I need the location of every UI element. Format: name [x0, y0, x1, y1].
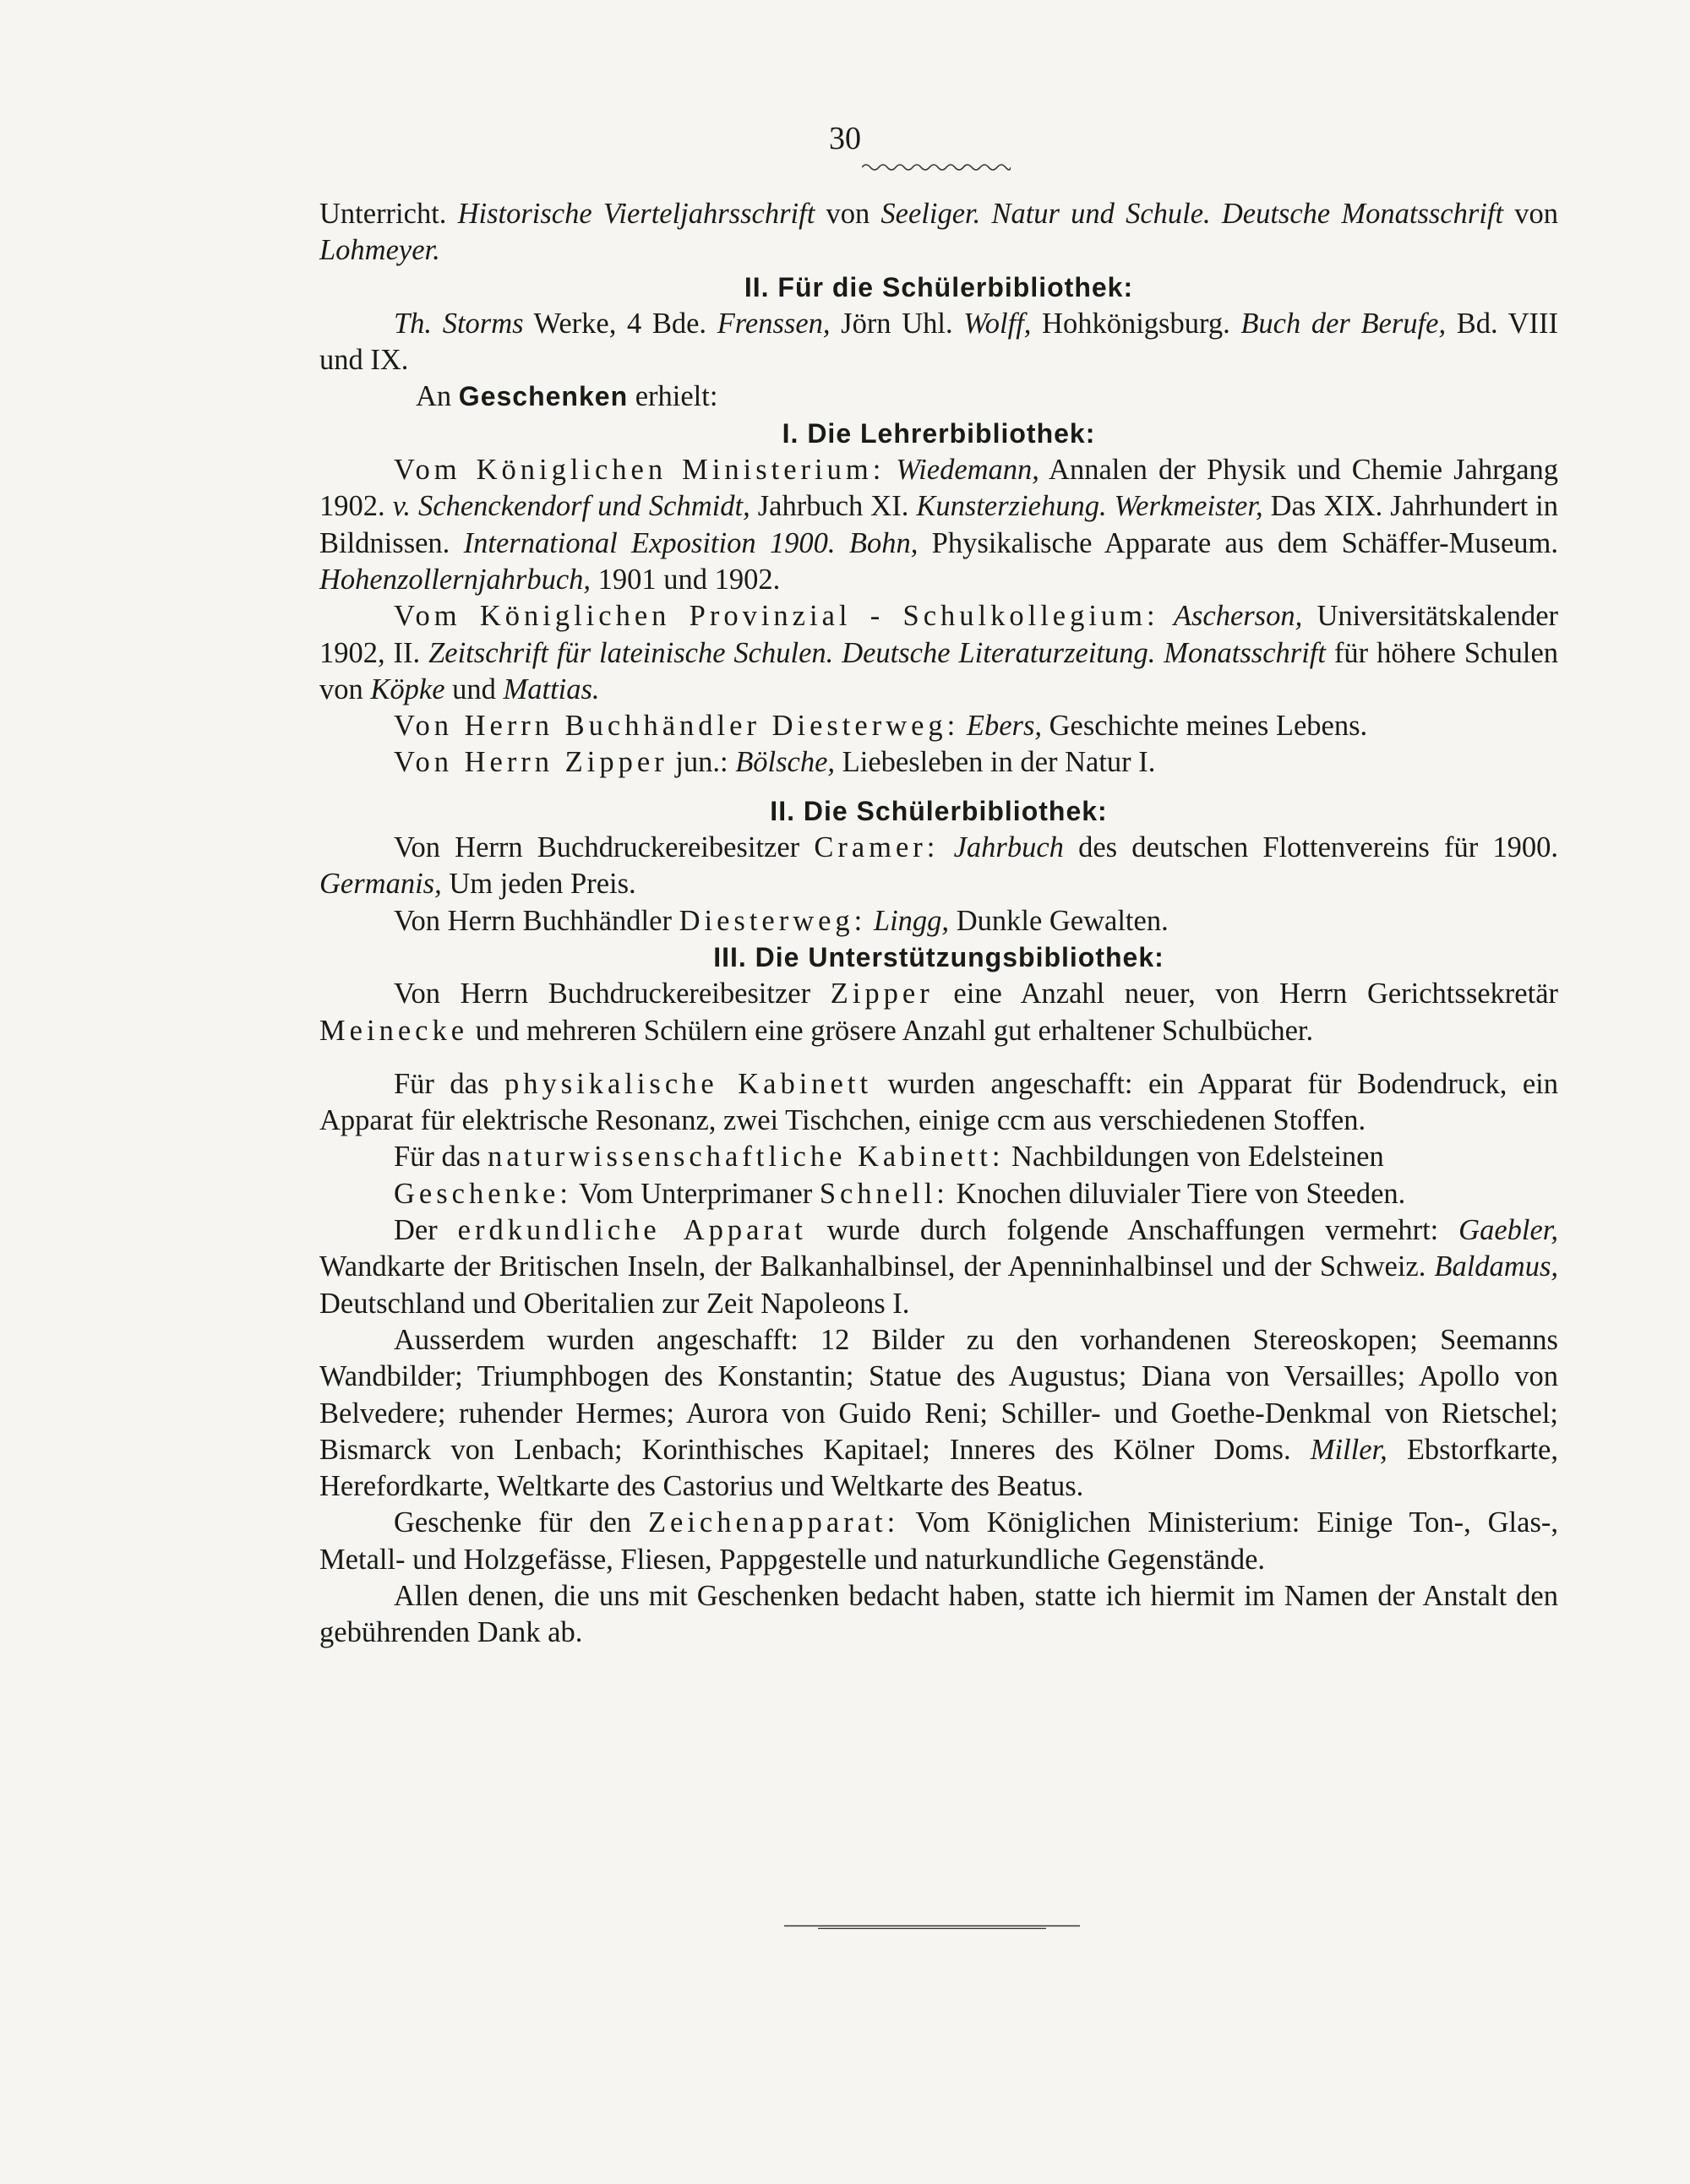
closing-rule: [784, 1925, 1080, 1930]
paragraph-dank: Allen denen, die uns mit Geschenken bedacht haben, statte ich hiermit im Namen der Anstalt den gebührenden Dank ab.: [319, 1579, 1558, 1649]
paragraph-unterstuetzung-gifts: Von Herrn Buchdruckereibesitzer Zipper eine Anzahl neuer, von Herrn Gerichtssekretär Meinecke und mehreren Schülern eine grösere Anzahl gut erhaltener Schulbücher.: [319, 978, 1558, 1047]
paragraph-diesterweg-schueler-gift: Von Herrn Buchhändler Diesterweg: Lingg, Dunkle Gewalten.: [394, 904, 1169, 937]
paragraph-erdkundlicher-apparat: Der erdkundliche Apparat wurde durch folgende Anschaffungen vermehrt: Gaebler, Wandkarte der Britischen Inseln, der Balkanhalbinsel, der Apenninhalbinsel und der Schweiz. Baldamus, Deutschland und Oberitalien zur Zeit Napoleons I.: [319, 1214, 1559, 1320]
paragraph-zipper-gift: Von Herrn Zipper jun.: Bölsche, Liebesleben in der Natur I.: [394, 746, 1156, 779]
paragraph-cramer-gift: Von Herrn Buchdruckereibesitzer Cramer: Jahrbuch des deutschen Flottenvereins für 1900. Germanis, Um jeden Preis.: [319, 831, 1558, 901]
paragraph-unterricht: Unterricht. Historische Vierteljahrsschrift von Seeliger. Natur und Schule. Deutsche Monatsschrift von Lohmeyer.: [319, 198, 1558, 267]
page-number: 30: [829, 121, 861, 156]
paragraph-ministerium-gifts: Vom Königlichen Ministerium: Wiedemann, Annalen der Physik und Chemie Jahrgang 1902. v. Schenckendorf und Schmidt, Jahrbuch XI. Kunsterziehung. Werkmeister, Das XIX. Jahrhundert in Bildnissen. International Exposition 1900. Bohn, Physikalische Apparate aus dem Schäffer-Museum. Hohenzollernjahrbuch, 1901 und 1902.: [319, 454, 1559, 596]
paragraph-schueler-purchases: Th. Storms Werke, 4 Bde. Frenssen, Jörn Uhl. Wolff, Hohkönigsburg. Buch der Berufe, Bd. VIII und IX.: [319, 307, 1558, 377]
heading-schuelerbibliothek-purchases: II. Für die Schülerbibliothek:: [744, 271, 1134, 302]
paragraph-physikalisches-kabinett: Für das physikalische Kabinett wurden angeschafft: ein Apparat für Bodendruck, ein Apparat für elektrische Resonanz, zwei Tischchen, einige ccm aus verschiedenen Stoffen.: [319, 1067, 1559, 1137]
heading-unterstuetzungsbibliothek: III. Die Unterstützungsbibliothek:: [713, 941, 1164, 972]
paragraph-ausserdem-angeschafft: Ausserdem wurden angeschafft: 12 Bilder zu den vorhandenen Stereoskopen; Seemanns Wandbilder; Triumphbogen des Konstantin; Statue des Augustus; Diana von Versailles; Apollo von Belvedere; ruhender Hermes; Aurora von Guido Reni; Schiller- und Goethe-Denkmal von Rietschel; Bismarck von Lenbach; Korinthisches Kapitael; Inneres des Kölner Doms. Miller, Ebstorfkarte, Herefordkarte, Weltkarte des Castorius und Weltkarte des Beatus.: [319, 1323, 1558, 1503]
heading-lehrerbibliothek: I. Die Lehrerbibliothek:: [782, 417, 1096, 449]
paragraph-naturwissenschaftliches-kabinett: Für das naturwissenschaftliche Kabinett: Nachbildungen von Edelsteinen: [394, 1141, 1384, 1174]
paragraph-geschenke-schnell: Geschenke: Vom Unterprimaner Schnell: Knochen diluvialer Tiere von Steeden.: [394, 1177, 1406, 1210]
paragraph-zeichenapparat: Geschenke für den Zeichenapparat: Vom Königlichen Ministerium: Einige Ton-, Glas-, Metall- und Holzgefässe, Fliesen, Pappgestelle und naturkundliche Gegenstände.: [319, 1506, 1558, 1576]
body-text: [319, 196, 1558, 1652]
paragraph-diesterweg-gift: Von Herrn Buchhändler Diesterweg: Ebers, Geschichte meines Lebens.: [394, 710, 1368, 743]
paragraph-schulkollegium-gifts: Vom Königlichen Provinzial - Schulkollegium: Ascherson, Universitätskalender 1902, II. Zeitschrift für lateinische Schulen. Deutsche Literaturzeitung. Monatsschrift für höhere Schulen von Köpke und Mattias.: [319, 600, 1559, 705]
heading-schuelerbibliothek-gifts: II. Die Schülerbibliothek:: [770, 795, 1108, 826]
heading-geschenke: An Geschenken erhielt:: [416, 380, 718, 413]
page-number-ornament: [862, 161, 1011, 174]
